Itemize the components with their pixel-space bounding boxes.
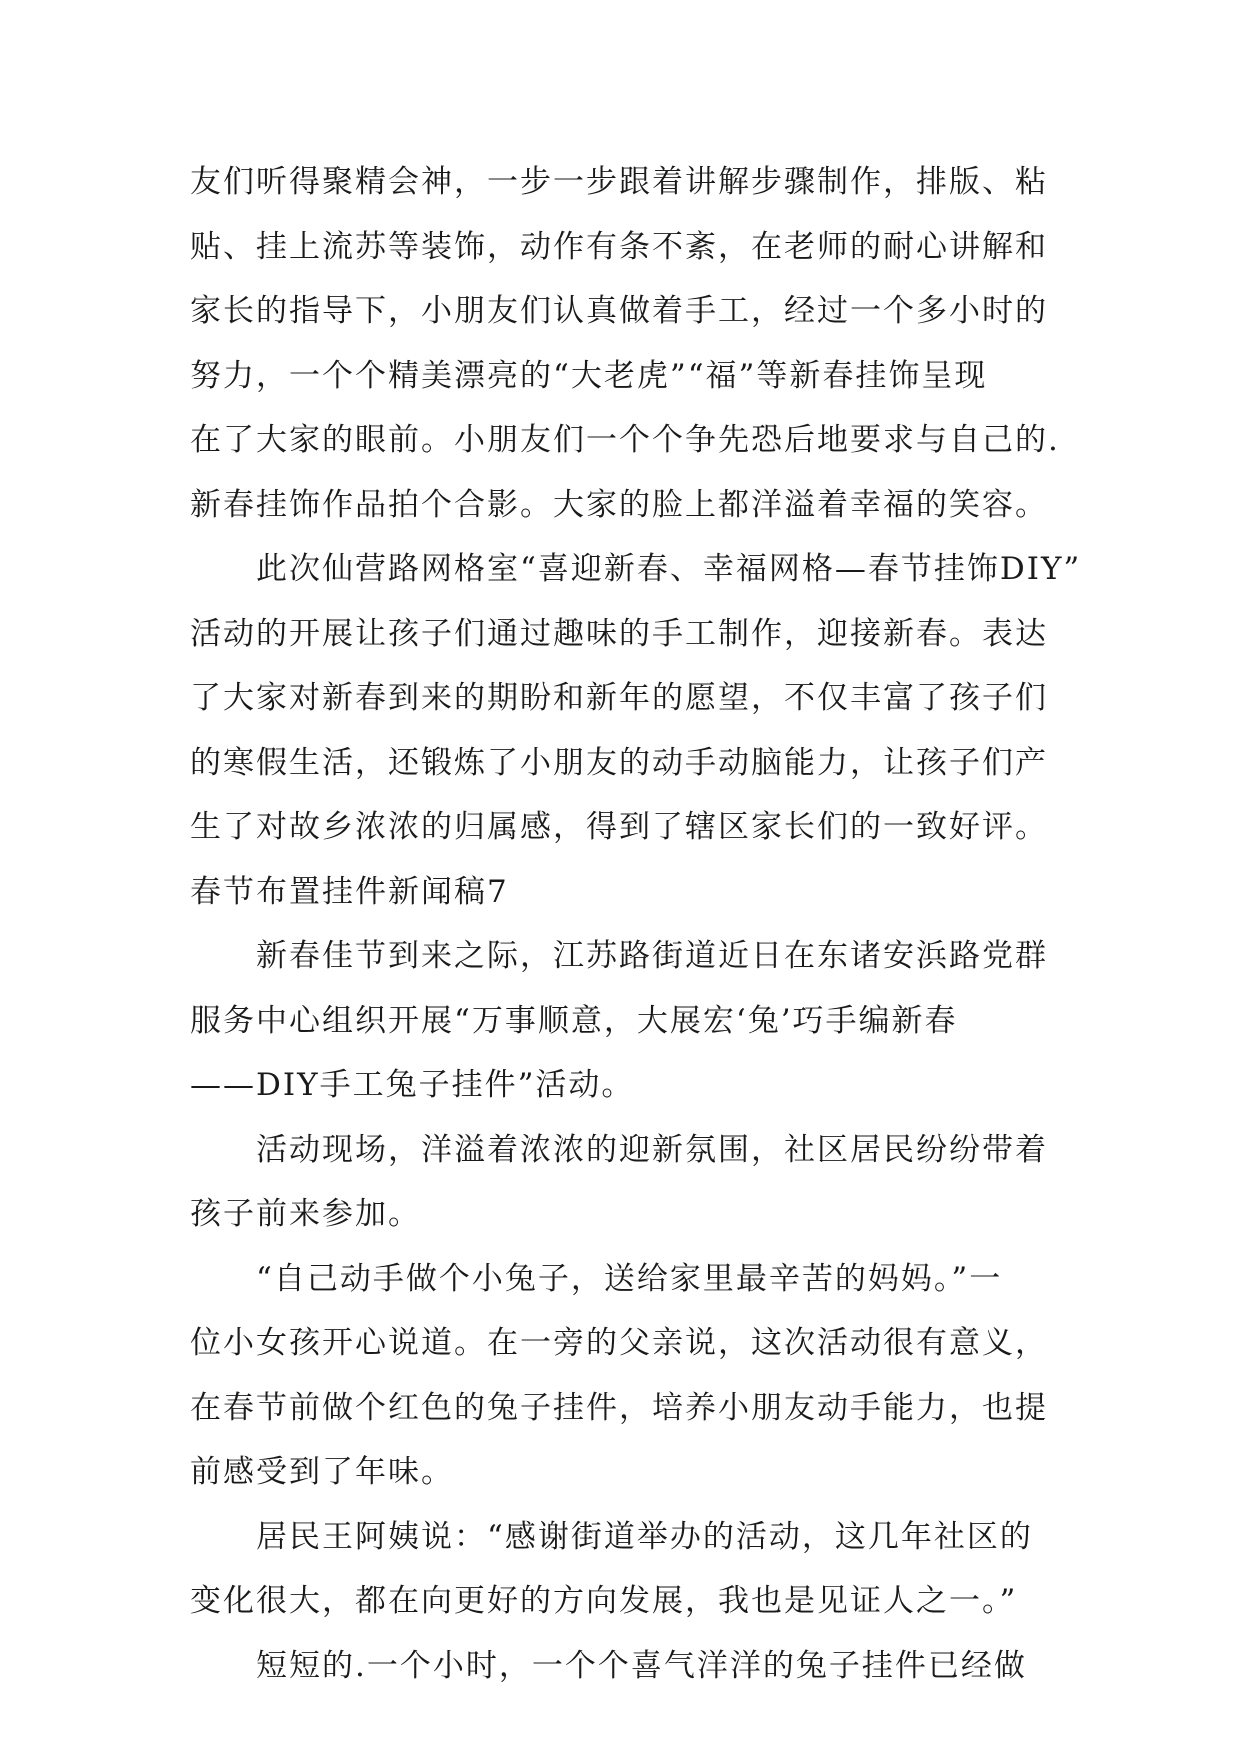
text-line: 了大家对新春到来的期盼和新年的愿望，不仅丰富了孩子们 — [190, 680, 1048, 716]
paragraph-first-line: 此次仙营路网格室“喜迎新春、幸福网格—春节挂饰DIY” — [256, 551, 1082, 587]
text-line: 活动的开展让孩子们通过趣味的手工制作，迎接新春。表达 — [190, 615, 1048, 652]
text-line: 的寒假生活，还锻炼了小朋友的动手动脑能力，让孩子们产 — [190, 744, 1048, 781]
text-line: 服务中心组织开展“万事顺意，大展宏‘兔’巧手编新春 — [190, 1002, 958, 1039]
text-line: 贴、挂上流苏等装饰，动作有条不紊，在老师的耐心讲解和 — [190, 228, 1048, 265]
text-line: ——DIY手工兔子挂件”活动。 — [190, 1067, 635, 1103]
text-line: 努力，一个个精美漂亮的“大老虎”“福”等新春挂饰呈现 — [190, 357, 988, 394]
text-line: 前感受到了年味。 — [190, 1454, 454, 1490]
article-body — [190, 150, 1082, 1698]
paragraph-first-line: 活动现场，洋溢着浓浓的迎新氛围，社区居民纷纷带着 — [256, 1131, 1048, 1168]
text-line: 新春挂饰作品拍个合影。大家的脸上都洋溢着幸福的笑容。 — [190, 486, 1048, 523]
text-line: 位小女孩开心说道。在一旁的父亲说，这次活动很有意义， — [190, 1325, 1048, 1361]
paragraph-first-line: 短短的.一个小时，一个个喜气洋洋的兔子挂件已经做 — [256, 1647, 1027, 1684]
paragraph-first-line: “自己动手做个小兔子，送给家里最辛苦的妈妈。”一 — [256, 1260, 1003, 1297]
text-line: 变化很大，都在向更好的方向发展，我也是见证人之一。” — [190, 1583, 1018, 1619]
paragraph-first-line: 居民王阿姨说：“感谢街道举办的活动，这几年社区的 — [256, 1518, 1033, 1555]
text-line: 生了对故乡浓浓的归属感，得到了辖区家长们的一致好评。 — [190, 809, 1048, 845]
text-line: 在了大家的眼前。小朋友们一个个争先恐后地要求与自己的. — [190, 422, 1060, 458]
text-line: 家长的指导下，小朋友们认真做着手工，经过一个多小时的 — [190, 293, 1048, 329]
paragraph-first-line: 新春佳节到来之际，江苏路街道近日在东诸安浜路党群 — [256, 938, 1048, 974]
text-line: 在春节前做个红色的兔子挂件，培养小朋友动手能力，也提 — [190, 1389, 1048, 1426]
section-heading: 春节布置挂件新闻稿7 — [190, 873, 509, 910]
text-line: 友们听得聚精会神，一步一步跟着讲解步骤制作，排版、粘 — [190, 164, 1048, 200]
text-line: 孩子前来参加。 — [190, 1196, 421, 1232]
